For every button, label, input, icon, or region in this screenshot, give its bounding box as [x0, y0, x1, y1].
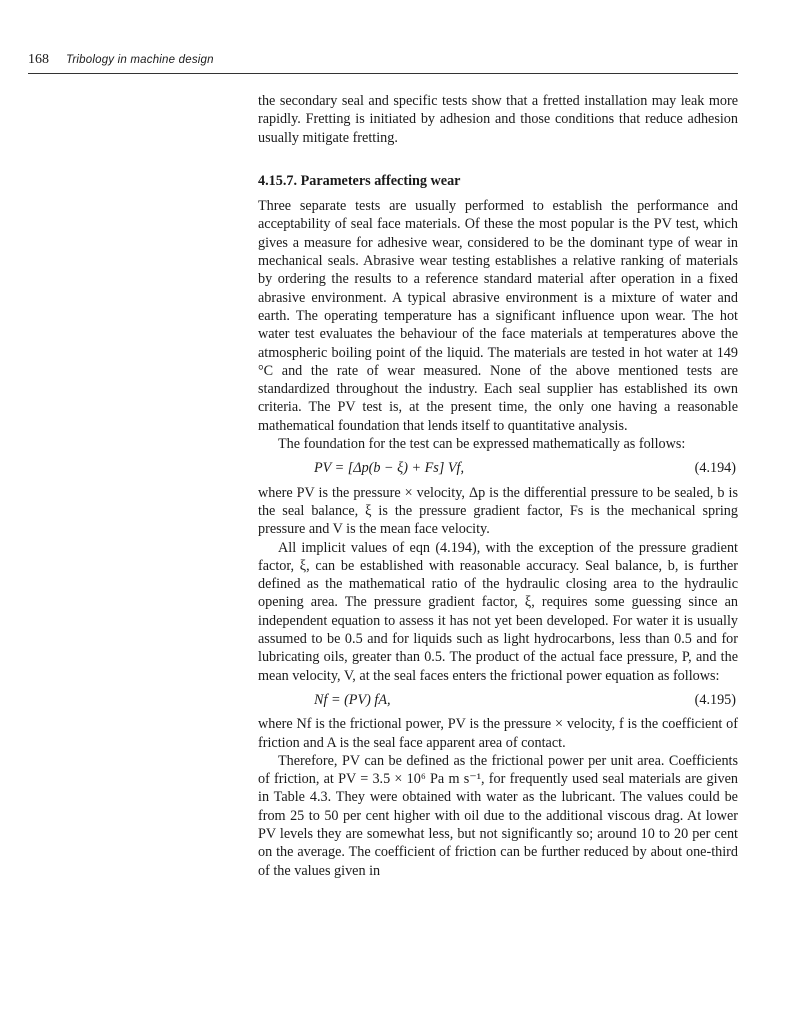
- equation-4-194: [258, 459, 738, 477]
- paragraph-1: the secondary seal and specific tests show that a fretted installation may leak more rapidly. Fretting is initiated by adhesion and those conditions that reduce adhesion usually mitigate fretting.: [258, 93, 738, 146]
- paragraph-7: Therefore, PV can be defined as the frictional power per unit area. Coefficients of friction, at PV = 3.5 × 10⁶ Pa m s⁻¹, for frequently used seal materials are given in Table 4.3. They were obtained with water as the lubricant. The values could be from 25 to 50 per cent higher with oil due to the additional viscous drag. At lower PV levels they are somewhat less, but not significantly so; around 10 to 20 per cent on the average. The coefficient of friction can be further reduced by about one-third of the values given in: [258, 752, 738, 879]
- paragraph-6: where Nf is the frictional power, PV is the pressure × velocity, f is the coefficient of friction and A is the seal face apparent area of contact.: [258, 716, 738, 751]
- paragraph-5: All implicit values of eqn (4.194), with the exception of the pressure gradient factor, ξ, can be established with reasonable accuracy. Seal balance, b, is further defined as the mathematical ratio of the hydraulic closing area to the hydraulic opening area. The pressure gradient factor, ξ, requires some guessing since an independent equation to assess it has not yet been developed. For water it is usually assumed to be 0.5 and for liquids such as light hydrocarbons, less than 0.5 and for lubricating oils, greater than 0.5. The product of the actual face pressure, P, and the mean velocity, V, at the seal faces enters the frictional power equation as follows:: [258, 539, 738, 684]
- running-title: Tribology in machine design: [66, 54, 214, 66]
- equation-number: (4.195): [694, 691, 736, 708]
- body-text: [258, 92, 738, 880]
- page-number: 168: [28, 52, 49, 67]
- equation-number: (4.194): [694, 460, 736, 477]
- equation-4-195: [258, 691, 738, 709]
- paragraph-2: Three separate tests are usually performed to establish the performance and acceptability of seal face materials. Of these the most popular is the PV test, which gives a measure for adhesive wear, considered to be the dominant type of wear in mechanical seals. Abrasive wear testing establishes a relative ranking of materials by ordering the results to a reference standard material after operation in a fixed abrasive environment. A typical abrasive environment is a mixture of water and earth. The operating temperature has a significant influence upon wear. The hot water test evaluates the behaviour of the face materials at temperatures above the atmospheric boiling point of the liquid. The materials are tested in hot water at 149 °C and the rate of wear measured. None of the above mentioned tests are standardized throughout the industry. Each seal supplier has established its own criteria. The PV test is, at the present time, the only one having a reasonable mathematical foundation that lends itself to quantitative analysis.: [258, 198, 738, 434]
- equation-text: PV = [Δp(b − ξ) + Fs] Vf,: [314, 460, 465, 477]
- header-rule: [28, 73, 738, 74]
- section-heading: 4.15.7. Parameters affecting wear: [258, 172, 461, 189]
- equation-text: Nf = (PV) fA,: [314, 691, 391, 708]
- paragraph-3: The foundation for the test can be expressed mathematically as follows:: [278, 436, 686, 453]
- paragraph-4: where PV is the pressure × velocity, Δp is the differential pressure to be sealed, b is the seal balance, ξ is the pressure gradient factor, Fs is the mechanical spring pressure and V is the mean face velocity.: [258, 484, 738, 538]
- page-header: [28, 52, 738, 74]
